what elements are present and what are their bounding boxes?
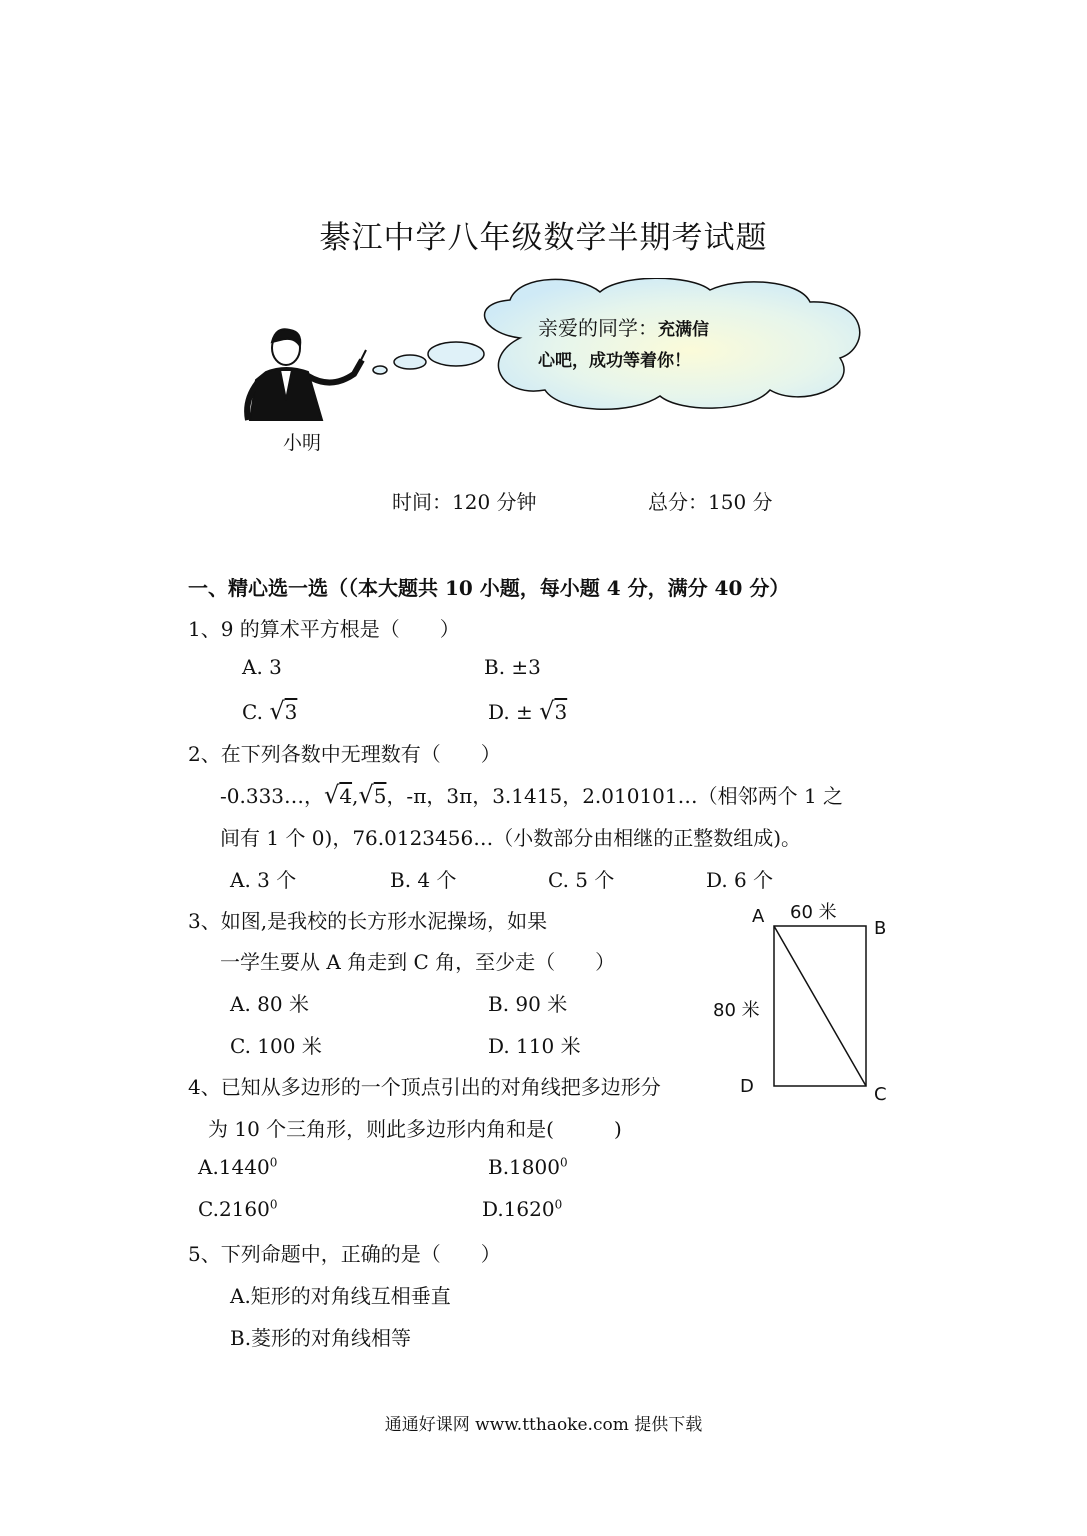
question-5-stem: 5、下列命题中，正确的是（ ） (188, 1242, 501, 1266)
question-4-option-a (198, 1155, 277, 1179)
question-3-option-a: A. 80 米 (230, 992, 309, 1016)
character-name: 小明 (283, 432, 322, 454)
question-2-option-d: D. 6 个 (706, 868, 774, 892)
question-2-option-a: A. 3 个 (230, 868, 297, 892)
footer-credit: 通通好课网 www.tthaoke.com 提供下载 (384, 1415, 703, 1435)
student-illustration (236, 320, 386, 440)
degree-mark: 0 (559, 1155, 568, 1170)
question-2-numbers-line-1: -0.333…，√4,√5，-π，3π，3.1415，2.010101…（相邻两个 1 之 (220, 781, 844, 809)
diagonal-line (774, 926, 866, 1086)
degree-mark: 0 (269, 1197, 278, 1212)
sqrt-icon: √ (324, 781, 340, 809)
vertex-d-label: D (740, 1076, 754, 1097)
question-4-option-b (488, 1155, 568, 1179)
question-1-option-b: B. ±3 (484, 655, 541, 679)
option-value: D.1620 (482, 1197, 555, 1221)
sqrt-icon: √ (269, 697, 285, 725)
question-3-stem-line-1: 3、如图,是我校的长方形水泥操场，如果 (188, 909, 548, 933)
cloud-line-1 (538, 312, 709, 341)
exam-total-score: 总分：150 分 (648, 490, 773, 514)
page-title: 綦江中学八年级数学半期考试题 (319, 220, 768, 256)
question-1-stem: 1、9 的算术平方根是（ ） (188, 617, 460, 641)
cloud-encouragement-1: 充满信 (658, 320, 709, 340)
question-2-option-b: B. 4 个 (390, 868, 457, 892)
option-value: A.1440 (198, 1155, 270, 1179)
question-4-stem-line-2: 为 10 个三角形，则此多边形内角和是( ) (208, 1117, 622, 1141)
exam-time: 时间：120 分钟 (392, 490, 537, 514)
question-2-numbers-line-2: 间有 1 个 0)，76.0123456…（小数部分由相继的正整数组成)。 (220, 826, 802, 850)
question-3-option-d: D. 110 米 (488, 1034, 581, 1058)
question-3-stem-line-2: 一学生要从 A 角走到 C 角，至少走（ ） (220, 950, 616, 974)
vertex-c-label: C (874, 1084, 887, 1105)
section-heading: 一、精心选一选（（本大题共 10 小题，每小题 4 分，满分 40 分） (188, 576, 790, 600)
sqrt-value: 3 (554, 700, 568, 724)
cloud-line-2: 心吧，成功等着你！ (538, 351, 691, 371)
option-c-label: C. (242, 700, 263, 724)
cloud-greeting: 亲爱的同学： (538, 316, 658, 340)
sqrt-icon: √ (539, 697, 555, 725)
question-1-option-c (242, 697, 297, 725)
sqrt-value: 3 (284, 700, 298, 724)
option-value: B.1800 (488, 1155, 560, 1179)
sqrt-icon: √ (358, 781, 374, 809)
question-1-option-d (488, 697, 567, 725)
option-d-label: D. ± (488, 700, 533, 724)
number-list-start: -0.333…， (220, 784, 325, 808)
number-list-rest: ，-π，3π，3.1415，2.010101…（相邻两个 1 之 (386, 784, 844, 808)
question-5-option-a: A.矩形的对角线互相垂直 (230, 1284, 451, 1308)
vertex-a-label: A (752, 906, 765, 927)
sqrt-value: 4 (339, 784, 353, 808)
question-4-option-d (482, 1197, 562, 1221)
top-side-label: 60 米 (790, 902, 837, 923)
question-3-option-c: C. 100 米 (230, 1034, 322, 1058)
question-4-stem-line-1: 4、已知从多边形的一个顶点引出的对角线把多边形分 (188, 1075, 661, 1099)
left-side-label: 80 米 (713, 1000, 760, 1021)
vertex-b-label: B (874, 918, 887, 939)
question-1-option-a: A. 3 (242, 655, 282, 679)
degree-mark: 0 (554, 1197, 563, 1212)
question-5-option-b: B.菱形的对角线相等 (230, 1326, 412, 1350)
question-3-option-b: B. 90 米 (488, 992, 568, 1016)
sqrt-value: 5 (373, 784, 387, 808)
degree-mark: 0 (269, 1155, 278, 1170)
question-2-option-c: C. 5 个 (548, 868, 615, 892)
option-value: C.2160 (198, 1197, 270, 1221)
question-4-option-c (198, 1197, 278, 1221)
question-2-stem: 2、在下列各数中无理数有（ ） (188, 742, 501, 766)
